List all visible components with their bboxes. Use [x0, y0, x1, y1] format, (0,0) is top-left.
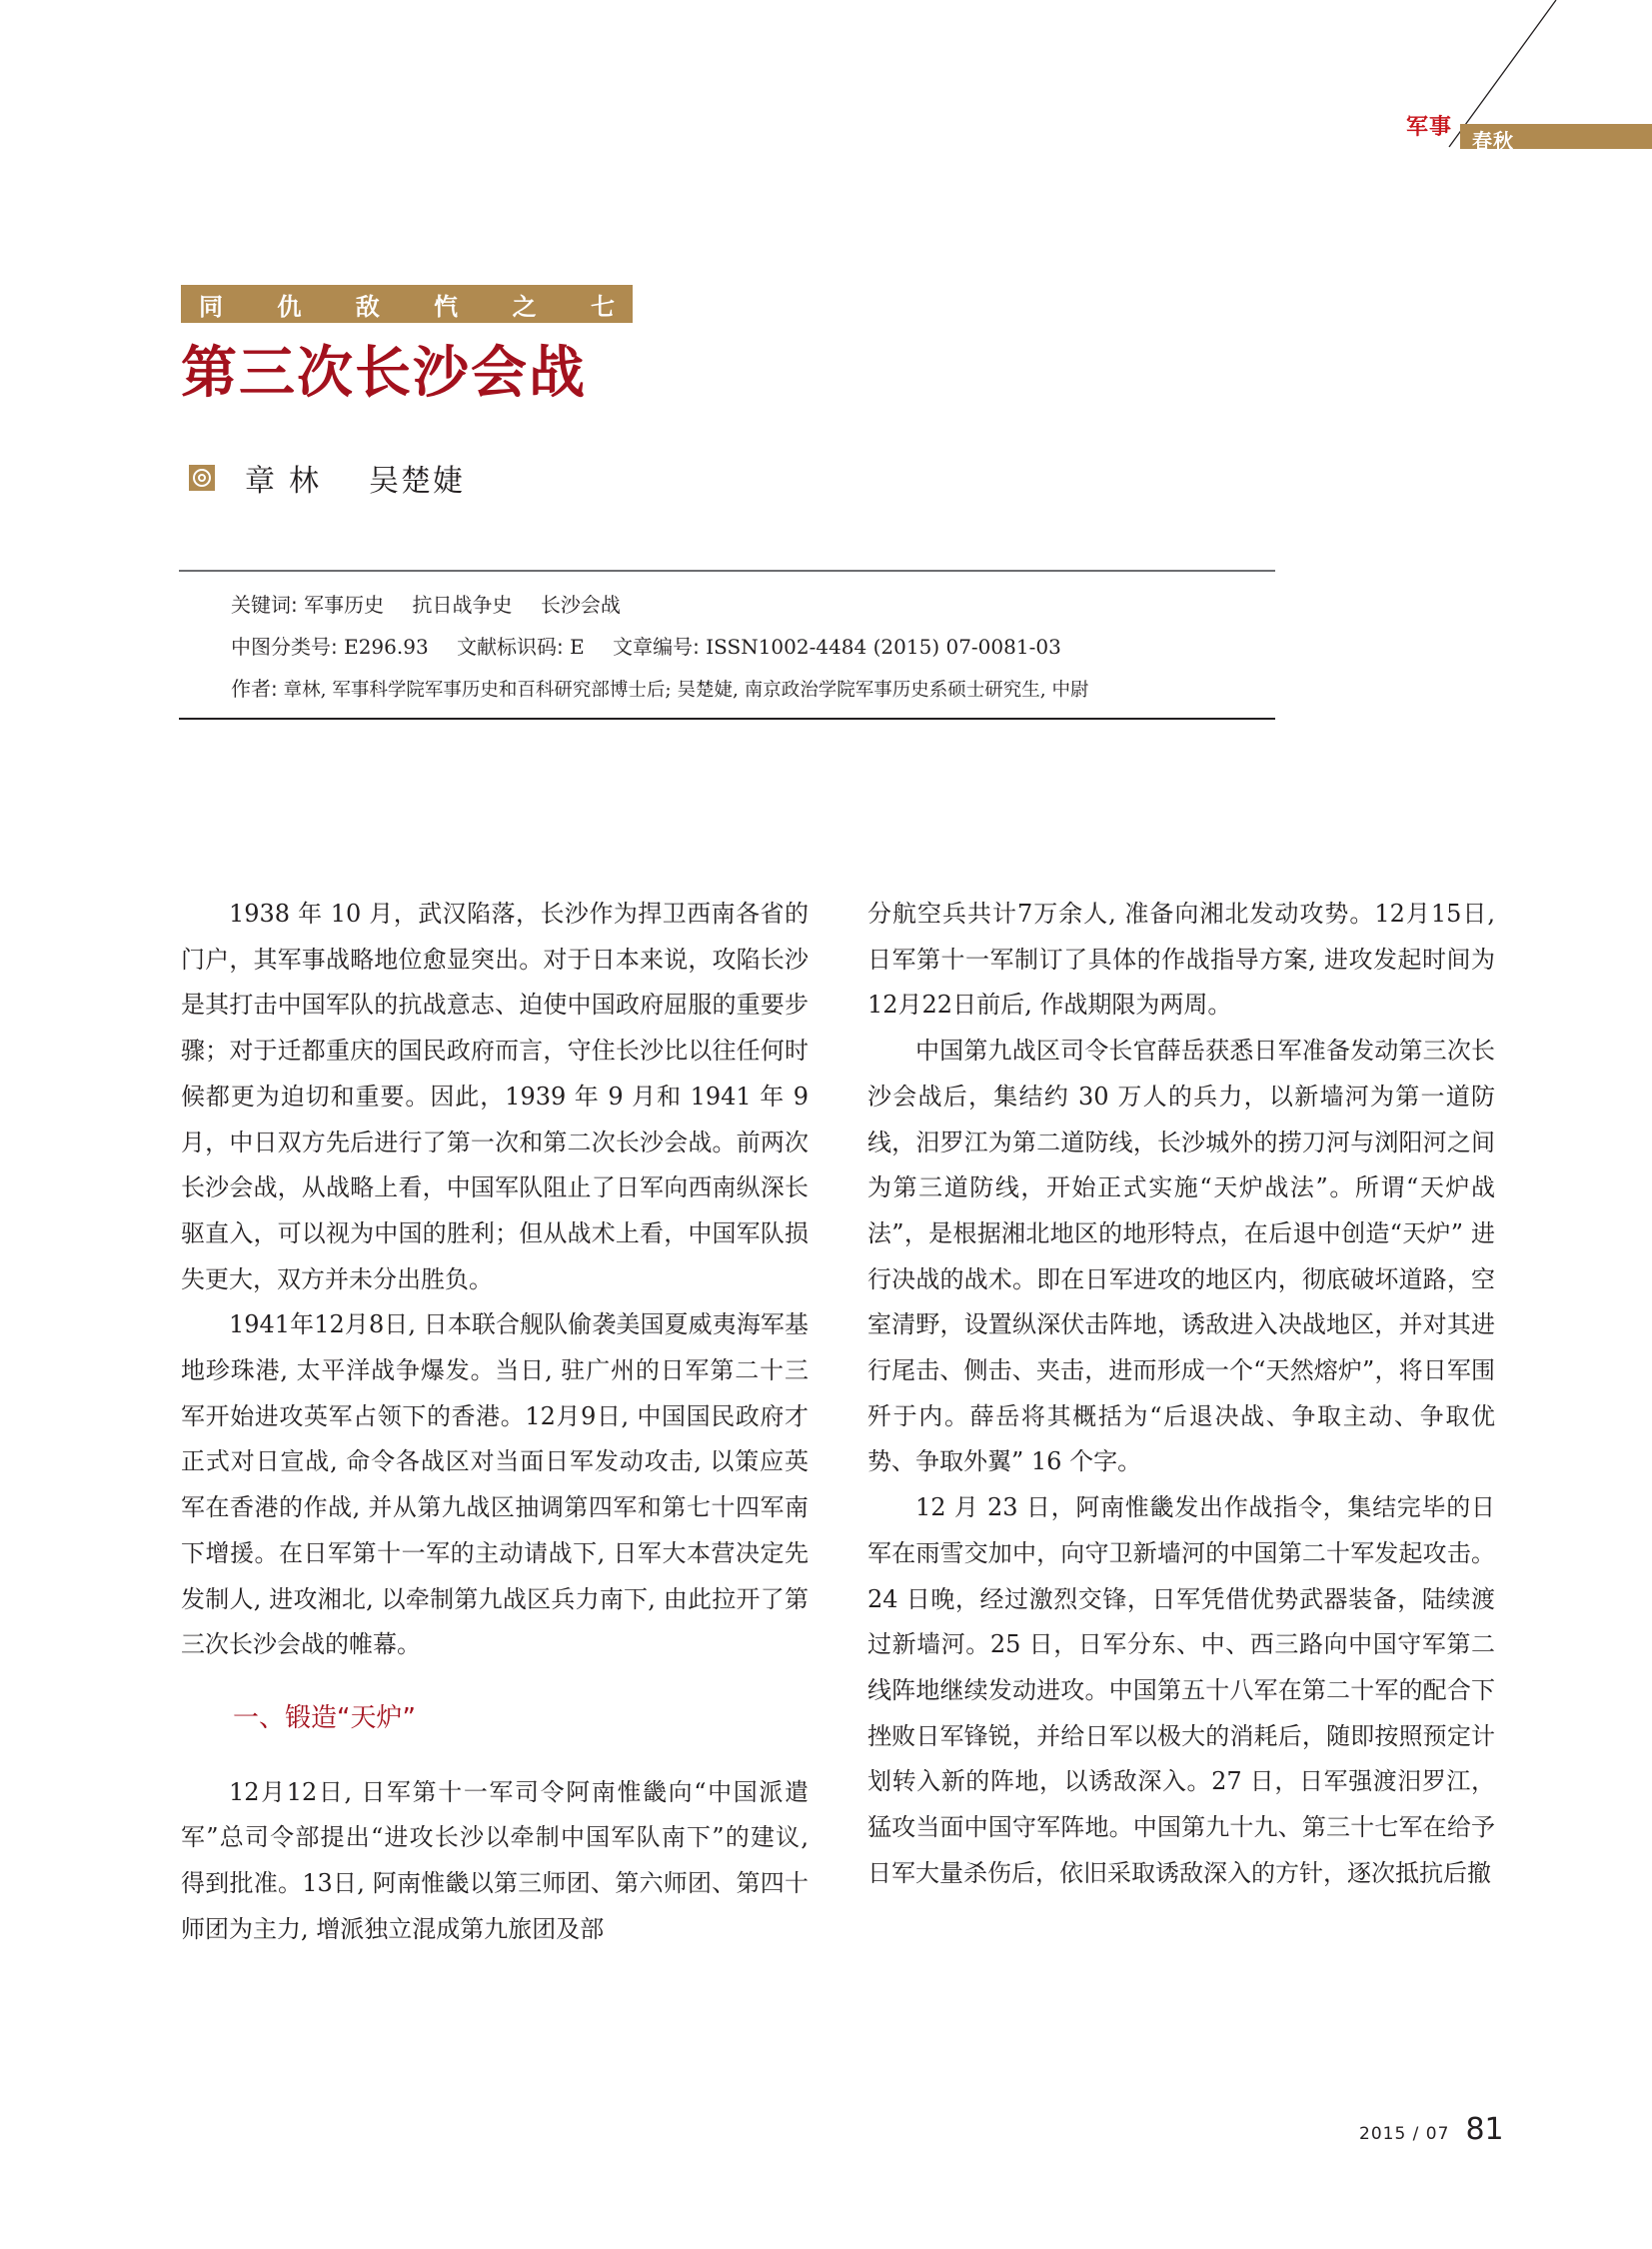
keywords-label: 关键词:	[231, 593, 298, 617]
author-name: 章林	[245, 464, 333, 499]
author-info-line	[231, 668, 1275, 712]
keywords-line	[231, 584, 1275, 626]
body-paragraph-continued: 分航空兵共计7万余人, 准备向湘北发动攻势。12月15日, 日军第十一军制订了具体的作战指导方案, 进攻发起时间为12月22日前后, 作战期限为两周。	[867, 900, 1495, 1020]
article-no-label: 文章编号:	[613, 635, 700, 659]
page-footer	[1359, 2112, 1504, 2147]
column-name-banner	[1460, 124, 1652, 153]
author-target-icon	[189, 465, 215, 491]
section-heading: 一、锻造“天炉”	[233, 1702, 416, 1733]
series-tag	[181, 285, 633, 323]
body-paragraph: 12 月 23 日，阿南惟畿发出作战指令，集结完毕的日军在雨雪交加中，向守卫新墙河的中国第二十军发起攻击。24 日晚，经过激烈交锋，日军凭借优势武器装备，陆续渡过新墙河。25 日，日军分东、中、西三路向中国守军第二线阵地继续发动进攻。中国第五十八军在第二十军的配合下挫败日军锋锐，并给日军以极大的消耗后，随即按照预定计划转入新的阵地，以诱敌深入。27 日，日军强渡汨罗江，猛攻当面中国守军阵地。中国第九十九、第三十七军在给予日军大量杀伤后，依旧采取诱敌深入的方针，逐次抵抗后撤	[867, 1493, 1495, 1887]
body-paragraph: 12月12日, 日军第十一军司令阿南惟畿向“中国派遣军”总司令部提出“进攻长沙以牵制中国军队南下”的建议, 得到批准。13日, 阿南惟畿以第三师团、第六师团、第四十师团为主力, 增派独立混成第九旅团及部	[181, 1777, 809, 1943]
column-name-primary: 军事	[1406, 114, 1453, 140]
author-info-label: 作者:	[231, 677, 278, 701]
series-tag-char: 仇	[277, 292, 302, 321]
series-tag-char: 七	[590, 292, 615, 321]
page-number: 81	[1465, 2112, 1504, 2147]
series-tag-char: 同	[199, 292, 223, 321]
clc-value: E296.93	[344, 635, 429, 659]
doc-code-value: E	[570, 635, 585, 659]
clc-label: 中图分类号:	[231, 635, 338, 659]
article-title: 第三次长沙会战	[181, 340, 587, 406]
series-tag-char: 敌	[355, 292, 380, 321]
issue-label: 2015 / 07	[1359, 2124, 1450, 2144]
authors-row	[189, 456, 501, 500]
series-tag-char: 之	[512, 292, 537, 321]
article-no-value: ISSN1002-4484 (2015) 07-0081-03	[706, 635, 1061, 659]
body-paragraph: 1938 年 10 月，武汉陷落，长沙作为捍卫西南各省的门户，其军事战略地位愈显突出。对于日本来说，攻陷长沙是其打击中国军队的抗战意志、迫使中国政府屈服的重要步骤；对于迁都重庆的国民政府而言，守住长沙比以往任何时候都更为迫切和重要。因此，1939 年 9 月和 1941 年 9 月，中日双方先后进行了第一次和第二次长沙会战。前两次长沙会战，从战略上看，中国军队阻止了日军向西南纵深长驱直入，可以视为中国的胜利；但从战术上看，中国军队损失更大，双方并未分出胜负。	[181, 900, 809, 1293]
author-info-value: 章林, 军事科学院军事历史和百科研究部博士后; 吴楚婕, 南京政治学院军事历史系硕士研究生, 中尉	[283, 680, 1089, 701]
column-name-secondary: 春秋	[1472, 129, 1514, 153]
keyword: 军事历史	[304, 593, 385, 617]
author-name: 吴楚婕	[369, 464, 465, 499]
article-meta-box	[179, 570, 1275, 720]
body-column-right	[867, 892, 1495, 1896]
doc-code-label: 文献标识码:	[457, 635, 564, 659]
body-column-left	[181, 892, 809, 1952]
series-tag-char: 忾	[434, 292, 459, 321]
body-paragraph: 1941年12月8日, 日本联合舰队偷袭美国夏威夷海军基地珍珠港, 太平洋战争爆发。当日, 驻广州的日军第二十三军开始进攻英军占领下的香港。12月9日, 中国国民政府才正式对日宣战, 命令各战区对当面日军发动攻击, 以策应英军在香港的作战, 并从第九战区抽调第四军和第七十四军南下增援。在日军第十一军的主动请战下, 日军大本营决定先发制人, 进攻湘北, 以牵制第九战区兵力南下, 由此拉开了第三次长沙会战的帷幕。	[181, 1310, 809, 1659]
keyword: 长沙会战	[540, 593, 621, 617]
body-paragraph: 中国第九战区司令长官薛岳获悉日军准备发动第三次长沙会战后，集结约 30 万人的兵力，以新墙河为第一道防线，汨罗江为第二道防线，长沙城外的捞刀河与浏阳河之间为第三道防线，开始正式实施“天炉战法”。所谓“天炉战法”，是根据湘北地区的地形特点，在后退中创造“天炉” 进行决战的战术。即在日军进攻的地区内，彻底破坏道路，空室清野，设置纵深伏击阵地，诱敌进入决战地区，并对其进行尾击、侧击、夹击，进而形成一个“天然熔炉”，将日军围歼于内。薛岳将其概括为“后退决战、争取主动、争取优势、争取外翼” 16 个字。	[867, 1037, 1495, 1476]
classification-line	[231, 626, 1275, 668]
keyword: 抗日战争史	[412, 593, 513, 617]
